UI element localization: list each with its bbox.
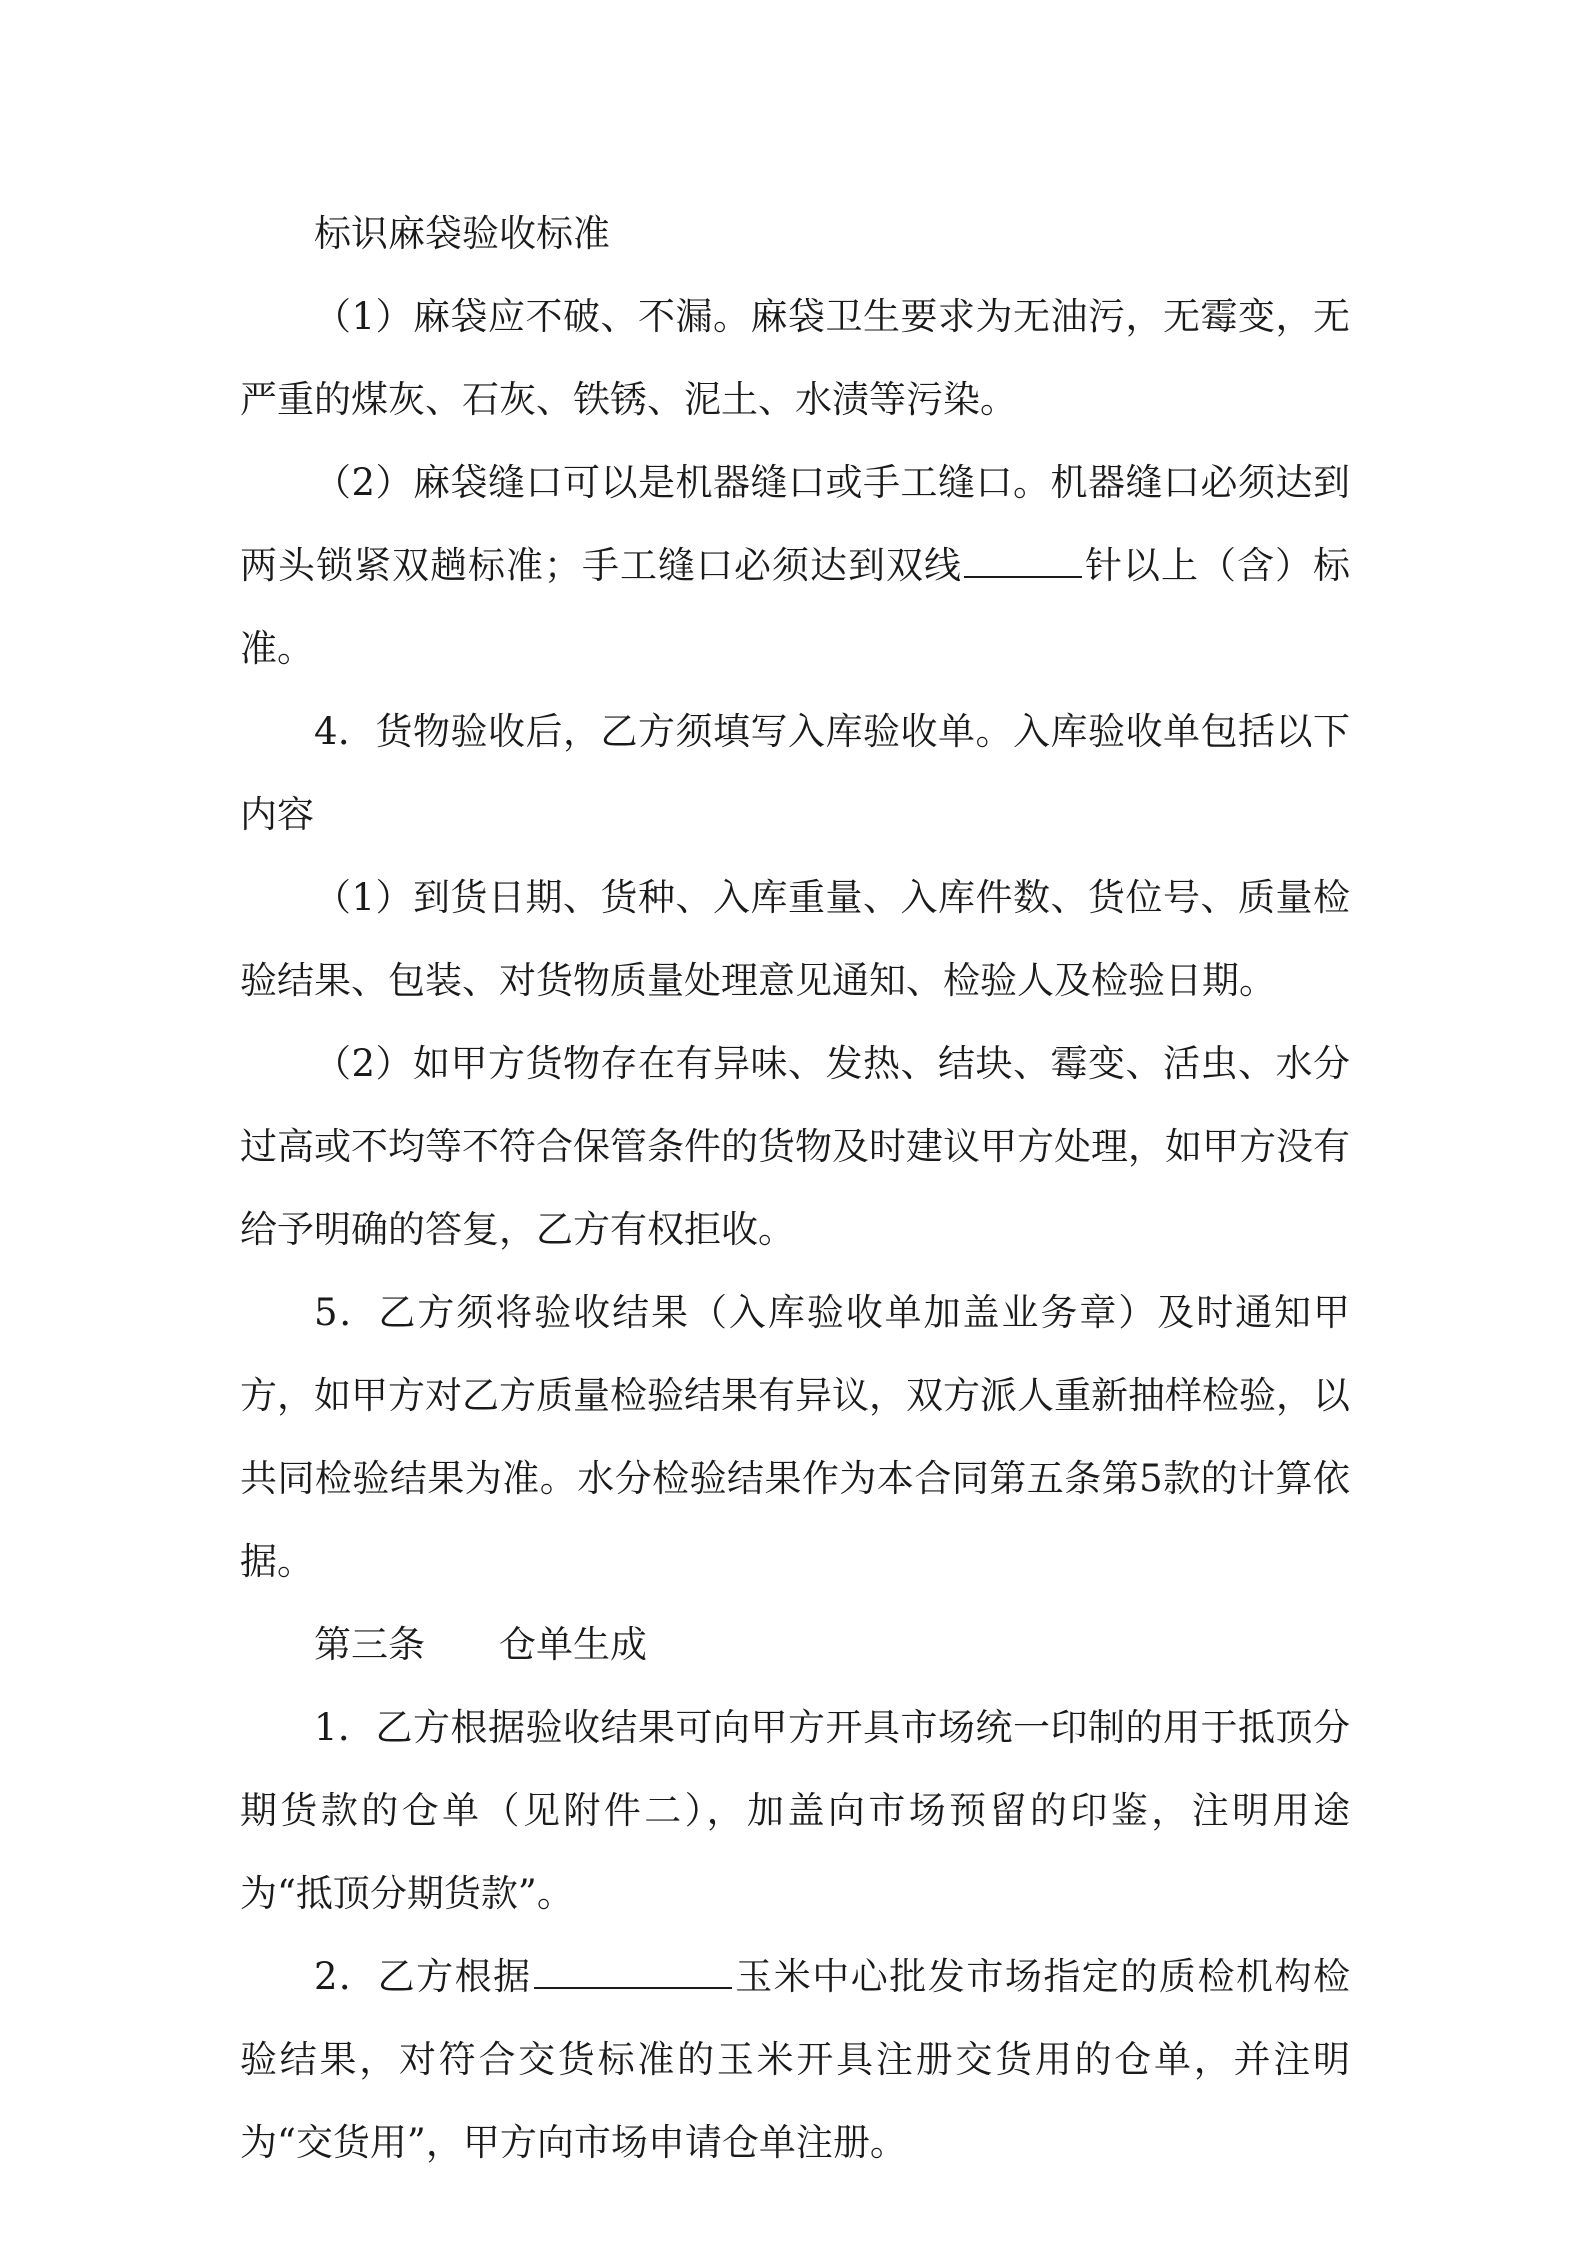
paragraph-clause-5: 5．乙方须将验收结果（入库验收单加盖业务章）及时通知甲方，如甲方对乙方质量检验结果有异议，双方派人重新抽样检验，以共同检验结果为准。水分检验结果作为本合同第五条第5款的计算依据。 xyxy=(240,1291,1350,1583)
fill-in-blank xyxy=(964,542,1082,578)
bag-item-2-text-a: （2）麻袋缝口可以是机器缝口或手工缝口。机器缝口必须达到两头锁紧双趟标准；手工缝口必须达到双线 xyxy=(240,461,1350,587)
bag-item-2-text-b: 针以上（含）标准。 xyxy=(240,544,1350,670)
article-3-heading xyxy=(240,1603,1350,1686)
paragraph-article-3-clause-2 xyxy=(240,1935,1350,2184)
paragraph-bag-item-1: （1）麻袋应不破、不漏。麻袋卫生要求为无油污，无霉变，无严重的煤灰、石灰、铁锈、泥土、水渍等污染。 xyxy=(240,295,1350,421)
paragraph-clause-4: 4．货物验收后，乙方须填写入库验收单。入库验收单包括以下内容 xyxy=(240,710,1350,836)
article-3-clause-2-text-a: 2．乙方根据 xyxy=(314,1955,532,1998)
fill-in-blank xyxy=(534,1953,732,1989)
article-3-title: 仓单生成 xyxy=(499,1623,647,1666)
paragraph-clause-4-item-1: （1）到货日期、货种、入库重量、入库件数、货位号、质量检验结果、包装、对货物质量处理意见通知、检验人及检验日期。 xyxy=(240,876,1350,1002)
document-body xyxy=(240,192,1350,2184)
paragraph-bag-item-2 xyxy=(240,441,1350,690)
article-3-clause-2-text-b: 玉米中心批发市场指定的质检机构检验结果，对符合交货标准的玉米开具注册交货用的仓单，并注明为“交货用”，甲方向市场申请仓单注册。 xyxy=(240,1955,1351,2164)
section-title: 标识麻袋验收标准 xyxy=(314,212,610,255)
paragraph-clause-4-item-2: （2）如甲方货物存在有异味、发热、结块、霉变、活虫、水分过高或不均等不符合保管条件的货物及时建议甲方处理，如甲方没有给予明确的答复，乙方有权拒收。 xyxy=(240,1042,1350,1251)
article-3-number: 第三条 xyxy=(314,1623,425,1666)
paragraph-article-3-clause-1: 1．乙方根据验收结果可向甲方开具市场统一印制的用于抵顶分期货款的仓单（见附件二），加盖向市场预留的印鉴，注明用途为“抵顶分期货款”。 xyxy=(240,1706,1350,1915)
